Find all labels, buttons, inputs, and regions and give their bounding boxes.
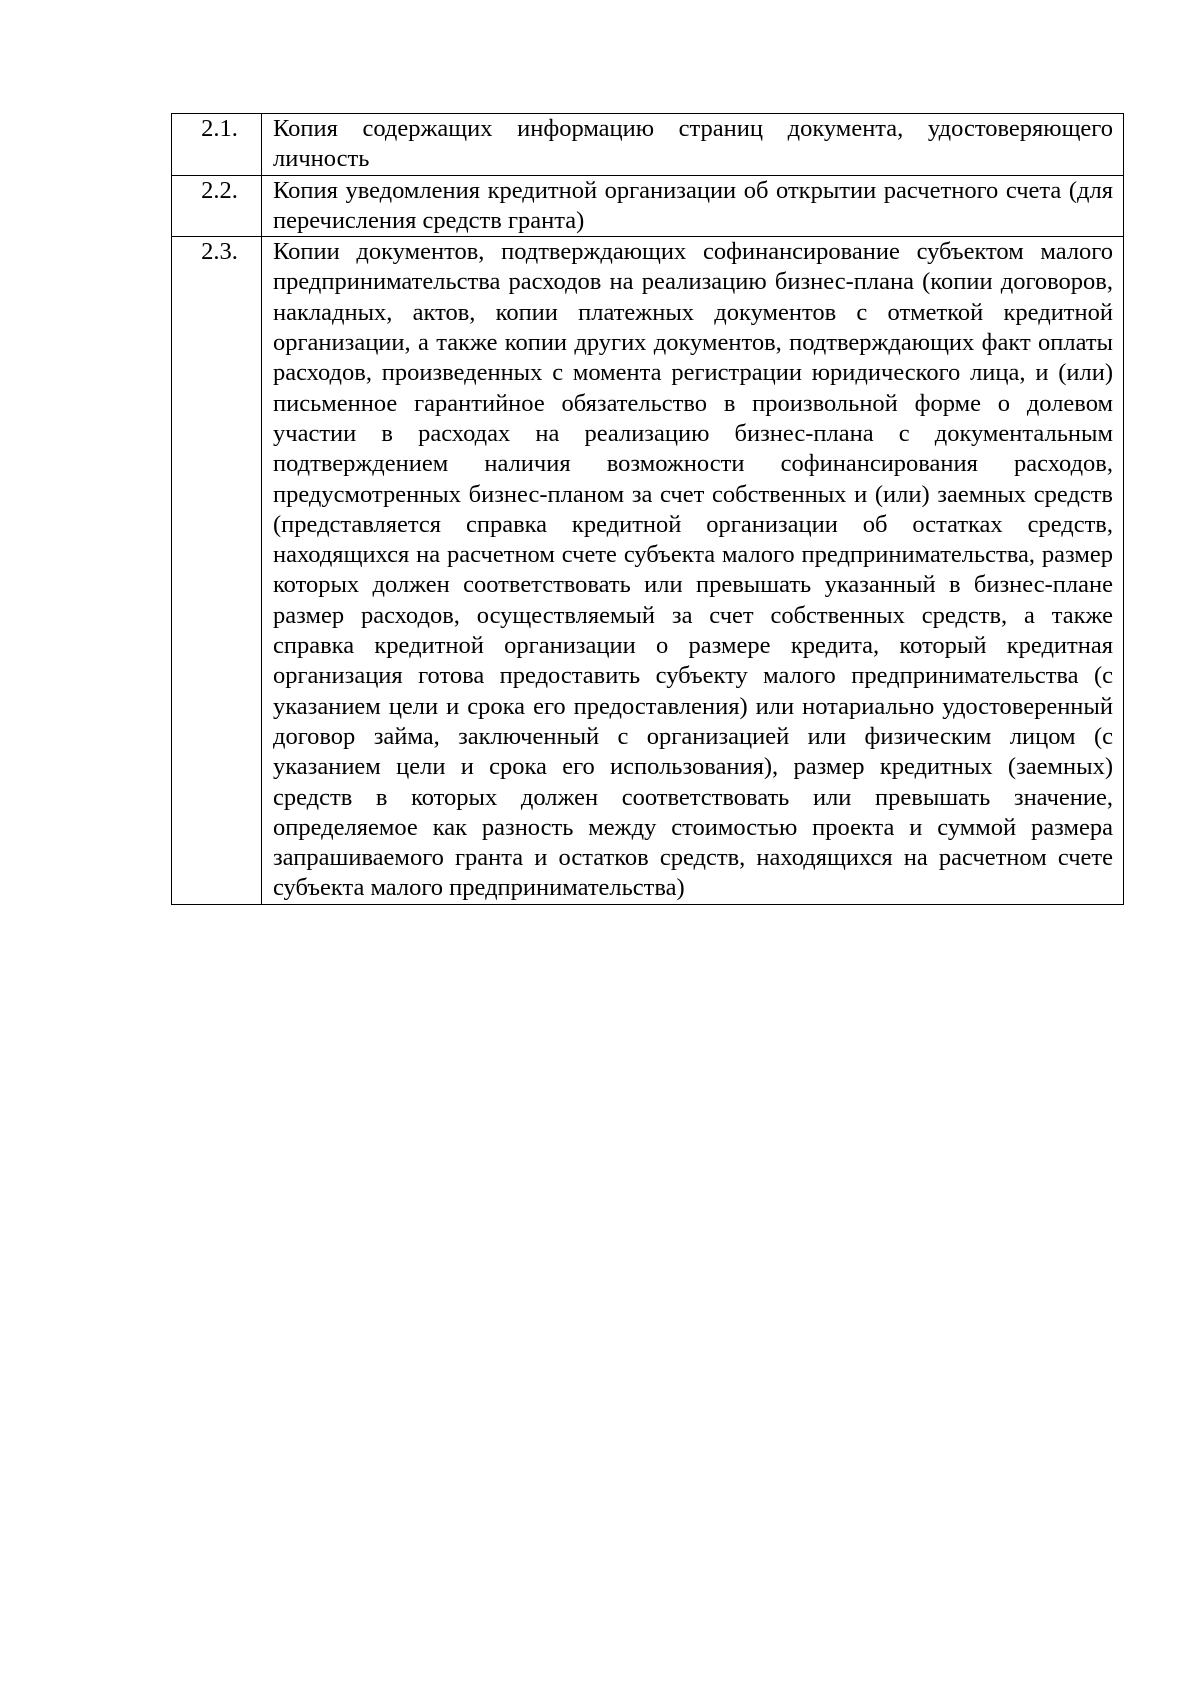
row-text-cell: Копия содержащих информацию страниц документа, удостоверяющего личность (262, 114, 1124, 176)
row-number-cell (172, 237, 262, 905)
row-text-cell: Копии документов, подтверждающих софинансирование субъектом малого предпринимательства расходов на реализацию бизнес-плана (копии договоров, накладных, актов, копии платежных документов с отметкой кредитной организации, а также копии других документов, подтверждающих факт оплаты расходов, произведенных с момента регистрации юридического лица, и (или) письменное гарантийное обязательство в произвольной форме о долевом участии в расходах на реализацию бизнес-плана с документальным подтверждением наличия возможности софинансирования расходов, предусмотренных бизнес-планом за счет собственных и (или) заемных средств (представляется справка кредитной организации об остатках средств, находящихся на расчетном счете субъекта малого предпринимательства, размер которых должен соответствовать или превышать указанный в бизнес-плане размер расходов, осуществляемый за счет собственных средств, а также справка кредитной организации о размере кредита, который кредитная организация готова предоставить субъекту малого предпринимательства (с указанием цели и срока его предоставления) или нотариально удостоверенный договор займа, заключенный с организацией или физическим лицом (с указанием цели и срока его использования), размер кредитных (заемных) средств в которых должен соответствовать или превышать значение, определяемое как разность между стоимостью проекта и суммой размера запрашиваемого гранта и остатков средств, находящихся на расчетном счете субъекта малого предпринимательства) (262, 237, 1124, 905)
table-row (172, 114, 1124, 176)
row-number: 2.2. (201, 176, 238, 204)
row-number: 2.1. (201, 115, 238, 142)
table-row (172, 175, 1124, 237)
row-text-cell: Копия уведомления кредитной организации об открытии расчетного счета (для перечисления средств гранта) (262, 175, 1124, 237)
table-row (172, 237, 1124, 905)
row-number-cell (172, 175, 262, 237)
documents-table (171, 113, 1124, 905)
row-number-cell (172, 114, 262, 176)
row-number: 2.3. (201, 238, 238, 266)
